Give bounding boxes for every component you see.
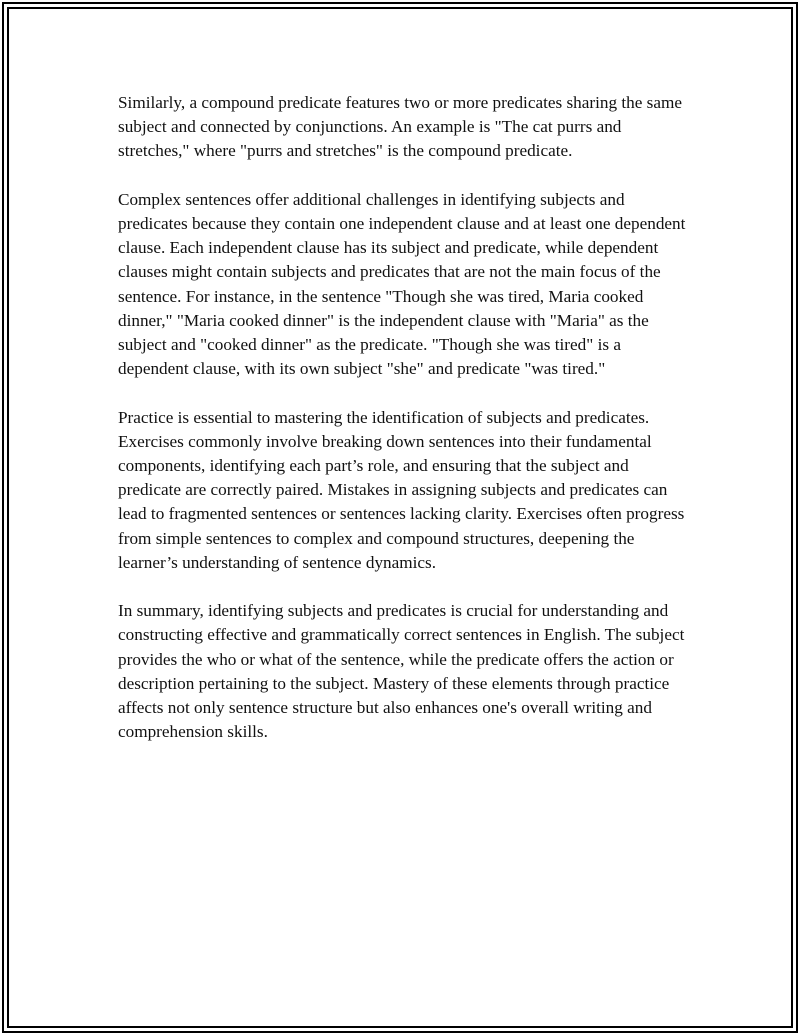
paragraph-compound-predicate: Similarly, a compound predicate features two or more predicates sharing the same subject and connected by conjunctions. An example is "The cat purrs and stretches," where "purrs and stretches" is the compound predicate. — [118, 93, 682, 161]
paragraph-complex-sentences: Complex sentences offer additional challenges in identifying subjects and predicates because they contain one independent clause and at least one dependent clause. Each independent clause has its subject and predicate, while dependent clauses might contain subjects and predicates that are not the main focus of the sentence. For instance, in the sentence "Though she was tired, Maria cooked dinner," "Maria cooked dinner" is the independent clause with "Maria" as the subject and "cooked dinner" as the predicate. "Though she was tired" is a dependent clause, with its own subject "she" and predicate "was tired." — [118, 189, 686, 379]
paragraph-summary: In summary, identifying subjects and predicates is crucial for understanding and constructing effective and grammatically correct sentences in English. The subject provides the who or what of the sentence, while the predicate offers the action or description pertaining to the subject. Mastery of these elements through practice affects not only sentence structure but also enhances one's overall writing and comprehension skills. — [118, 601, 685, 742]
document-body — [118, 91, 690, 769]
paragraph-practice: Practice is essential to mastering the identification of subjects and predicates. Exercises commonly involve breaking down sentences into their fundamental components, identifying each part’s role, and ensuring that the subject and predicate are correctly paired. Mistakes in assigning subjects and predicates can lead to fragmented sentences or sentences lacking clarity. Exercises often progress from simple sentences to complex and compound structures, deepening the learner’s understanding of sentence dynamics. — [118, 407, 685, 572]
